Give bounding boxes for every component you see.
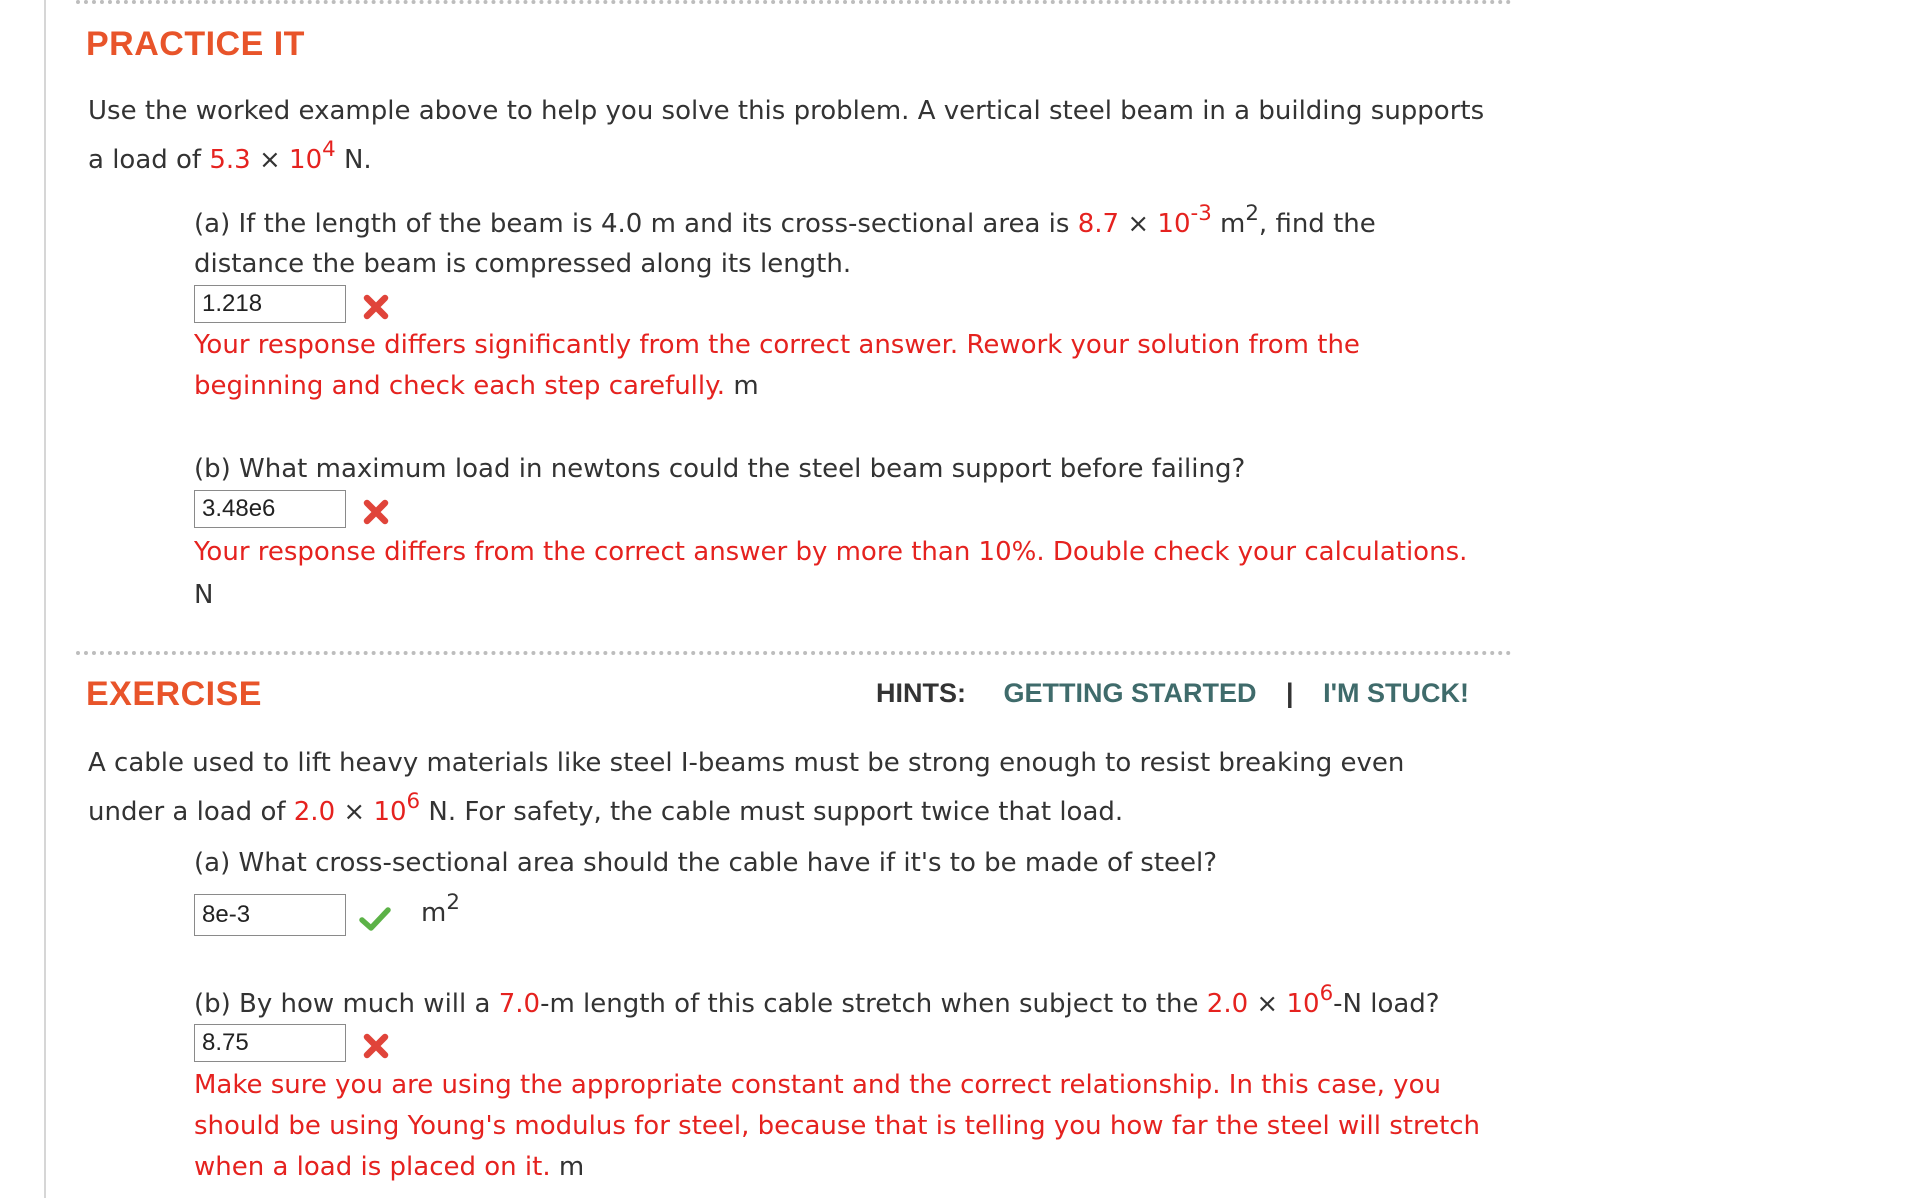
exercise-part-b-feedback-line2: should be using Young's modulus for steel, because that is telling you how far the steel will stretch: [194, 1111, 1481, 1141]
exercise-part-b-feedback-line1: Make sure you are using the appropriate constant and the correct relationship. In this case, you: [194, 1070, 1441, 1100]
left-border: [44, 0, 46, 1198]
exercise-part-b-answer-input[interactable]: [194, 1024, 346, 1062]
exercise-part-a-answer-input[interactable]: [194, 894, 346, 936]
cable-length-value: 7.0: [498, 989, 541, 1019]
cable-load-value-b: $2.0 \times 10^6$: [1206, 980, 1334, 1019]
practice-intro-line1: Use the worked example above to help you solve this problem. A vertical steel beam in a building supports: [88, 96, 1485, 126]
practice-part-b-feedback: Your response differs from the correct answer by more than 10%. Double check your calculations.: [194, 537, 1468, 567]
exercise-part-b-feedback-line3: when a load is placed on it. m: [194, 1152, 585, 1182]
exercise-intro-line2: under a load of $2.0 \times 10^6$ N. For safety, the cable must support twice that load.: [88, 788, 1124, 827]
section-divider-exercise: [76, 651, 1512, 655]
section-divider-top: [76, 0, 1512, 4]
hint-separator: |: [1286, 678, 1294, 708]
exercise-part-a-question: (a) What cross-sectional area should the cable have if it's to be made of steel?: [194, 848, 1218, 878]
checkmark-icon: [358, 905, 392, 933]
exercise-part-b-unit: m: [558, 1152, 585, 1182]
practice-heading: PRACTICE IT: [86, 25, 305, 63]
practice-part-a-feedback-line2: beginning and check each step carefully. m: [194, 371, 759, 401]
exercise-part-a-unit: $m^2$: [421, 889, 460, 928]
practice-intro-line2: a load of $5.3 \times 10^4$ N.: [88, 136, 372, 175]
x-mark-icon: [362, 1032, 390, 1060]
hints-bar: [876, 678, 1469, 709]
practice-part-b-answer-input[interactable]: [194, 490, 346, 528]
exercise-part-b-question: (b) By how much will a 7.0-m length of this cable stretch when subject to the $2.0 \times 10^6-N$ load?: [194, 980, 1440, 1019]
area-value: $8.7 \times 10^{-3}$: [1077, 200, 1212, 239]
cable-load-value: $2.0 \times 10^6$: [293, 788, 421, 827]
hint-getting-started-link[interactable]: GETTING STARTED: [1003, 678, 1257, 708]
hint-im-stuck-link[interactable]: I'M STUCK!: [1323, 678, 1470, 708]
practice-part-a-feedback-line1: Your response differs significantly from the correct answer. Rework your solution from the: [194, 330, 1360, 360]
exercise-heading: EXERCISE: [86, 675, 262, 713]
hints-label: HINTS:: [876, 678, 966, 708]
x-mark-icon: [362, 293, 390, 321]
exercise-intro-line1: A cable used to lift heavy materials like steel I-beams must be strong enough to resist breaking even: [88, 748, 1405, 778]
x-mark-icon: [362, 498, 390, 526]
practice-part-a-question-line1: (a) If the length of the beam is 4.0 m and its cross-sectional area is $8.7 \times 10^{-3}$ $m^2$, find the: [194, 200, 1376, 239]
practice-part-a-unit: m: [733, 371, 759, 401]
load-value: $5.3 \times 10^4$: [209, 136, 336, 175]
practice-part-b-unit: N: [194, 580, 214, 610]
practice-part-b-question: (b) What maximum load in newtons could the steel beam support before failing?: [194, 454, 1246, 484]
practice-part-a-question-line2: distance the beam is compressed along its length.: [194, 249, 852, 279]
practice-part-a-answer-input[interactable]: [194, 285, 346, 323]
